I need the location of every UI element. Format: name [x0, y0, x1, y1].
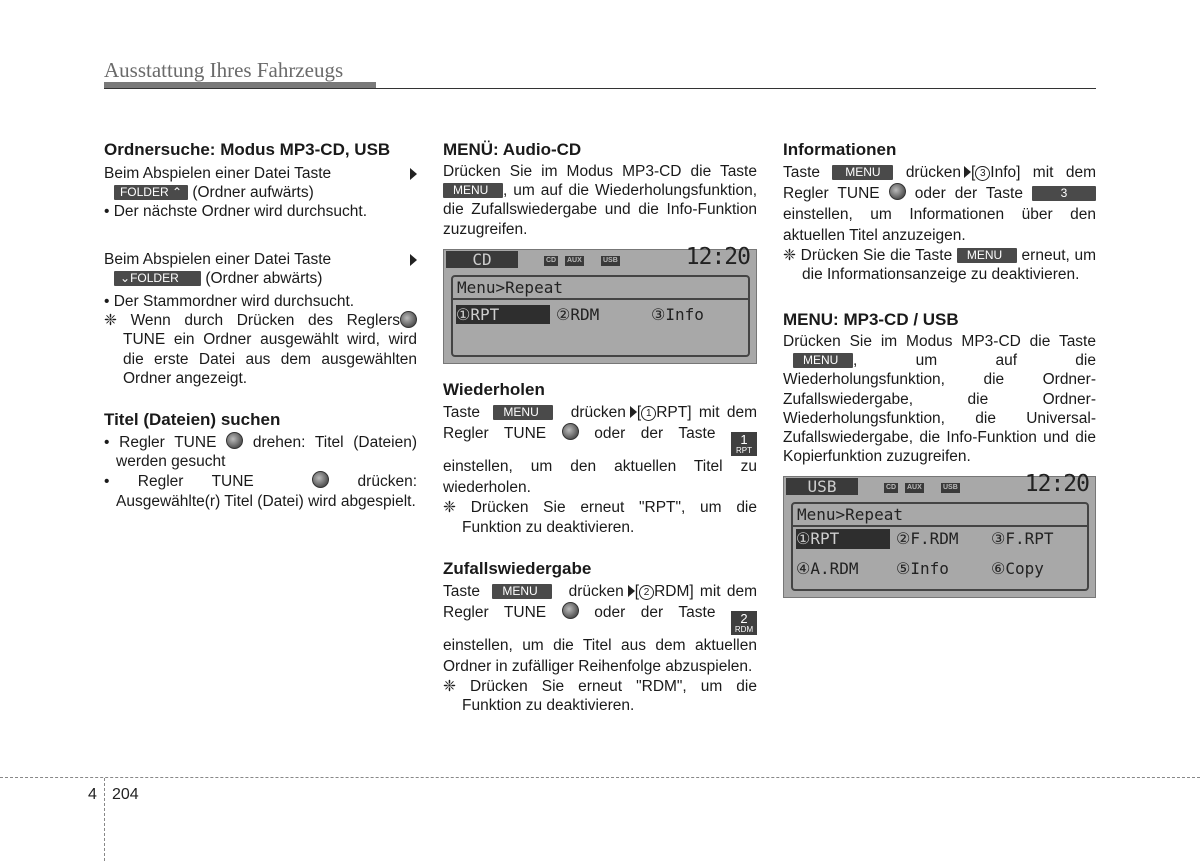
menu-key: MENU — [793, 353, 853, 368]
screen-mode: CD — [446, 251, 518, 268]
tune-knob-icon — [226, 432, 243, 449]
screen-option-f-rpt: ③F.RPT — [991, 529, 1054, 549]
header-rule — [104, 88, 1096, 89]
aux-icon: AUX — [567, 256, 582, 264]
folder-down-bullet: • Der Stammordner wird durchsucht. — [104, 293, 355, 311]
folder-up-bullet: • Der nächste Ordner wird durchsucht. — [104, 203, 368, 221]
cd-icon: CD — [546, 256, 557, 264]
tune-knob-icon — [562, 602, 579, 619]
chapter-number: 4 — [88, 786, 97, 803]
folder-note: ❈ Wenn durch Drücken des Reglers TUNE ein Ordner ausgewählt wird, wird die erste Datei aus dem ausgewählten Ordner angezeigt. — [104, 312, 417, 387]
preset-key-2: 2 RDM — [731, 611, 757, 635]
shuffle-note: ❈ Drücken Sie erneut "RDM", um die Funktion zu deaktivieren. — [443, 678, 757, 715]
information-note: ❈ Drücken Sie die Taste MENU erneut, um die Informationsanzeige zu deaktivieren. — [783, 247, 1096, 283]
display-screen-usb — [783, 471, 1096, 598]
play-arrow-icon — [628, 585, 635, 597]
screen-menu-box — [791, 502, 1089, 591]
menu-key: MENU — [493, 405, 553, 420]
screen-divider — [793, 525, 1087, 527]
screen-clock: 12:20 — [1024, 471, 1089, 498]
screen-option-f-rdm: ②F.RDM — [896, 529, 959, 549]
usb-icon: USB — [943, 484, 958, 492]
screen-option-info: ⑤Info — [896, 559, 949, 579]
screen-option-info: ③Info — [651, 304, 704, 324]
play-arrow-icon — [410, 168, 417, 180]
heading-folder-search: Ordnersuche: Modus MP3-CD, USB — [104, 140, 391, 159]
menu-key: MENU — [957, 248, 1017, 263]
folder-down-key: ⌄FOLDER — [114, 271, 201, 286]
page-number: 204 — [112, 786, 139, 803]
footer-dashed-rule — [0, 777, 1200, 778]
menu-mp3-usb-text: Drücken Sie im Modus MP3-CD die Taste MENU , um auf die Wiederholungsfunktion, die Ordner-Zufallswiedergabe, die Ordner-Wiederholungsfunktion, die Universal-Zufallswiedergabe, die Info-Funktion und die Kopierfunktion zuzugreifen. — [783, 333, 1096, 466]
title-search-bullet-1: • Regler TUNE drehen: Titel (Dateien) werden gesucht — [104, 434, 418, 471]
circled-number-3: 3 — [975, 166, 990, 181]
tune-knob-icon — [400, 311, 417, 328]
heading-shuffle: Zufallswiedergabe — [443, 558, 592, 578]
title-search-bullet-2: • Regler TUNE drücken: Ausgewählte(r) Titel (Datei) wird abgespielt. — [104, 473, 417, 510]
screen-menu-title: Menu>Repeat — [797, 505, 903, 525]
circled-number-1: 1 — [641, 406, 656, 421]
heading-repeat: Wiederholen — [443, 379, 545, 399]
screen-menu-title: Menu>Repeat — [457, 277, 563, 297]
screen-option-rpt: ①RPT — [456, 305, 550, 324]
play-arrow-icon — [964, 166, 971, 178]
heading-menu-audio-cd: MENÜ: Audio-CD — [443, 140, 582, 159]
preset-key-3: 3 — [1032, 186, 1096, 201]
play-arrow-icon — [410, 254, 417, 266]
shuffle-text: Taste MENU drücken [ 2 RDM] mit dem Regler TUNE oder der Taste 2 RDM einstellen, um die Titel aus dem aktuellen Ordner in zufälliger Reihenfolge abzuspielen. — [443, 582, 757, 676]
column-middle — [443, 140, 757, 716]
menu-key: MENU — [443, 183, 503, 198]
circled-number-2: 2 — [639, 585, 654, 600]
column-left — [104, 140, 417, 529]
menu-audio-cd-text: Drücken Sie im Modus MP3-CD die Taste MENU , um auf die Wiederholungsfunktion, die Zufallswiedergabe und die Info-Funktion zuzugreifen. — [443, 163, 757, 238]
heading-title-search: Titel (Dateien) suchen — [104, 410, 281, 430]
page-header-title: Ausstattung Ihres Fahrzeugs — [104, 58, 344, 82]
screen-option-rdm: ②RDM — [556, 304, 600, 324]
screen-menu-box — [451, 275, 750, 357]
cd-icon: CD — [886, 484, 897, 492]
heading-information: Informationen — [783, 140, 897, 159]
screen-option-copy: ⑥Copy — [991, 559, 1044, 579]
menu-key: MENU — [492, 584, 552, 599]
preset-key-1: 1 RPT — [731, 432, 757, 456]
footer-vertical-rule — [104, 778, 105, 861]
screen-divider — [453, 298, 748, 300]
heading-menu-mp3-usb: MENU: MP3-CD / USB — [783, 310, 959, 329]
usb-icon: USB — [603, 256, 618, 264]
tune-knob-icon — [562, 423, 579, 440]
screen-clock: 12:20 — [685, 243, 750, 270]
tune-knob-icon — [889, 183, 906, 200]
information-text: Taste MENU drücken [ 3 Info] mit dem Regler TUNE oder der Taste 3 einstellen, um Informationen über den aktuellen Titel anzuzeigen. — [783, 164, 1096, 244]
screen-mode: USB — [786, 478, 858, 495]
display-screen-cd — [443, 243, 757, 364]
menu-key: MENU — [832, 165, 893, 180]
folder-down-text: Beim Abspielen einer Datei Taste ⌄FOLDER (Ordner abwärts) — [104, 250, 417, 288]
repeat-text: Taste MENU drücken [ 1 RPT] mit dem Regler TUNE oder der Taste 1 RPT einstellen, um den aktuellen Titel zu wiederholen. — [443, 403, 758, 497]
aux-icon: AUX — [907, 484, 922, 492]
column-right — [783, 140, 1096, 614]
repeat-note: ❈ Drücken Sie erneut "RPT", um die Funktion zu deaktivieren. — [443, 499, 757, 536]
play-arrow-icon — [630, 406, 637, 418]
folder-up-text: Beim Abspielen einer Datei Taste FOLDER ⌃ (Ordner aufwärts) — [104, 164, 417, 202]
screen-option-a-rdm: ④A.RDM — [796, 559, 859, 579]
folder-up-key: FOLDER ⌃ — [114, 185, 188, 200]
tune-knob-icon — [312, 471, 329, 488]
screen-option-rpt: ①RPT — [796, 529, 890, 548]
